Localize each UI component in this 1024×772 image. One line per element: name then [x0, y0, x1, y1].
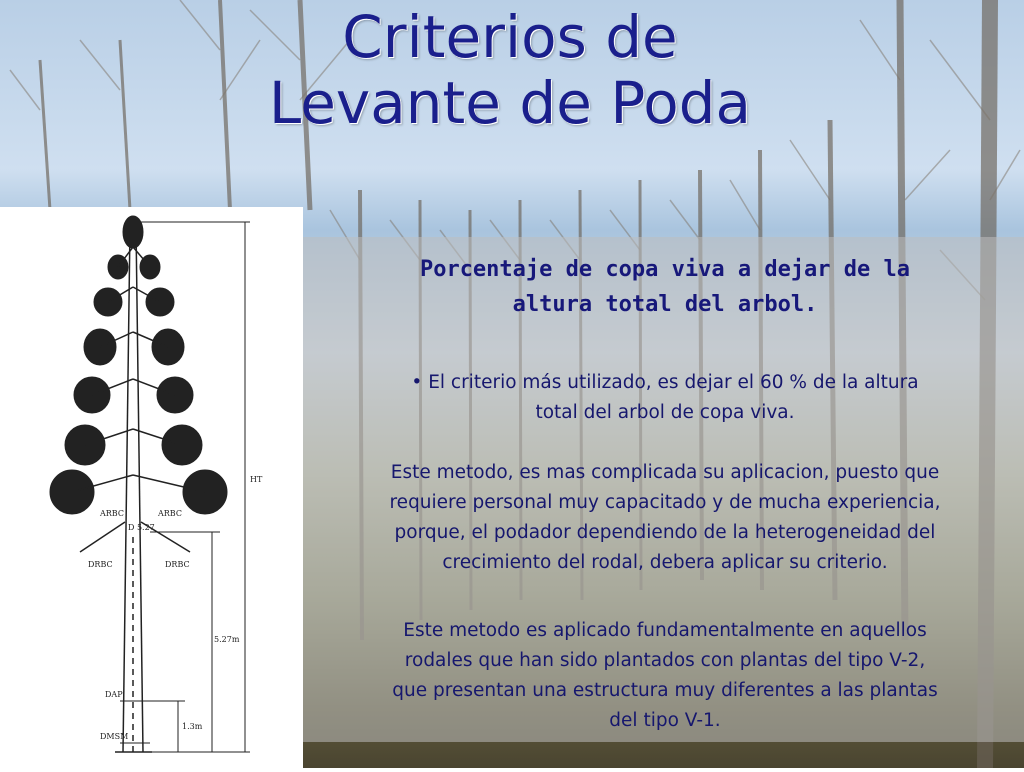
label-drbc-right: DRBC [165, 560, 190, 569]
label-13: 1.3m [182, 722, 203, 731]
para3-line-4: del tipo V-1. [609, 710, 721, 731]
slide-title [190, 4, 830, 136]
title-line-2: Levante de Poda [268, 69, 752, 137]
label-arbc-right: ARBC [158, 509, 182, 518]
tree-pruning-diagram [0, 207, 303, 768]
para2-line-4: crecimiento del rodal, debera aplicar su criterio. [442, 552, 888, 573]
slide-heading [330, 252, 1000, 322]
label-arbc-left: ARBC [100, 509, 124, 518]
para3-line-1: Este metodo es aplicado fundamentalmente en aquellos [403, 620, 927, 641]
label-dap: DAP [105, 690, 123, 699]
tree-diagram-panel [0, 207, 303, 768]
bullet-line-2: total del arbol de copa viva. [535, 402, 795, 423]
label-d: D 5.27 [128, 523, 155, 532]
bullet-paragraph [312, 368, 1018, 428]
heading-line-1: Porcentaje de copa viva a dejar de la [419, 257, 911, 282]
para3-line-2: rodales que han sido plantados con plantas del tipo V-2, [404, 650, 926, 671]
para2-line-2: requiere personal muy capacitado y de mucha experiencia, [389, 492, 941, 513]
para2-line-3: porque, el podador dependiendo de la heterogeneidad del [394, 522, 936, 543]
para3-line-3: que presentan una estructura muy diferentes a las plantas [392, 680, 938, 701]
label-drbc-left: DRBC [88, 560, 113, 569]
label-height: 5.27m [214, 635, 240, 644]
bullet-line-1: • El criterio más utilizado, es dejar el 60 % de la altura [411, 372, 919, 393]
paragraph-2 [312, 458, 1018, 578]
heading-line-2: altura total del arbol. [512, 292, 818, 317]
para2-line-1: Este metodo, es mas complicada su aplicacion, puesto que [390, 462, 940, 483]
title-line-1: Criterios de [342, 3, 678, 71]
label-dmsm: DMSM [100, 732, 129, 741]
paragraph-3 [312, 616, 1018, 736]
label-ht: HT [250, 475, 263, 484]
